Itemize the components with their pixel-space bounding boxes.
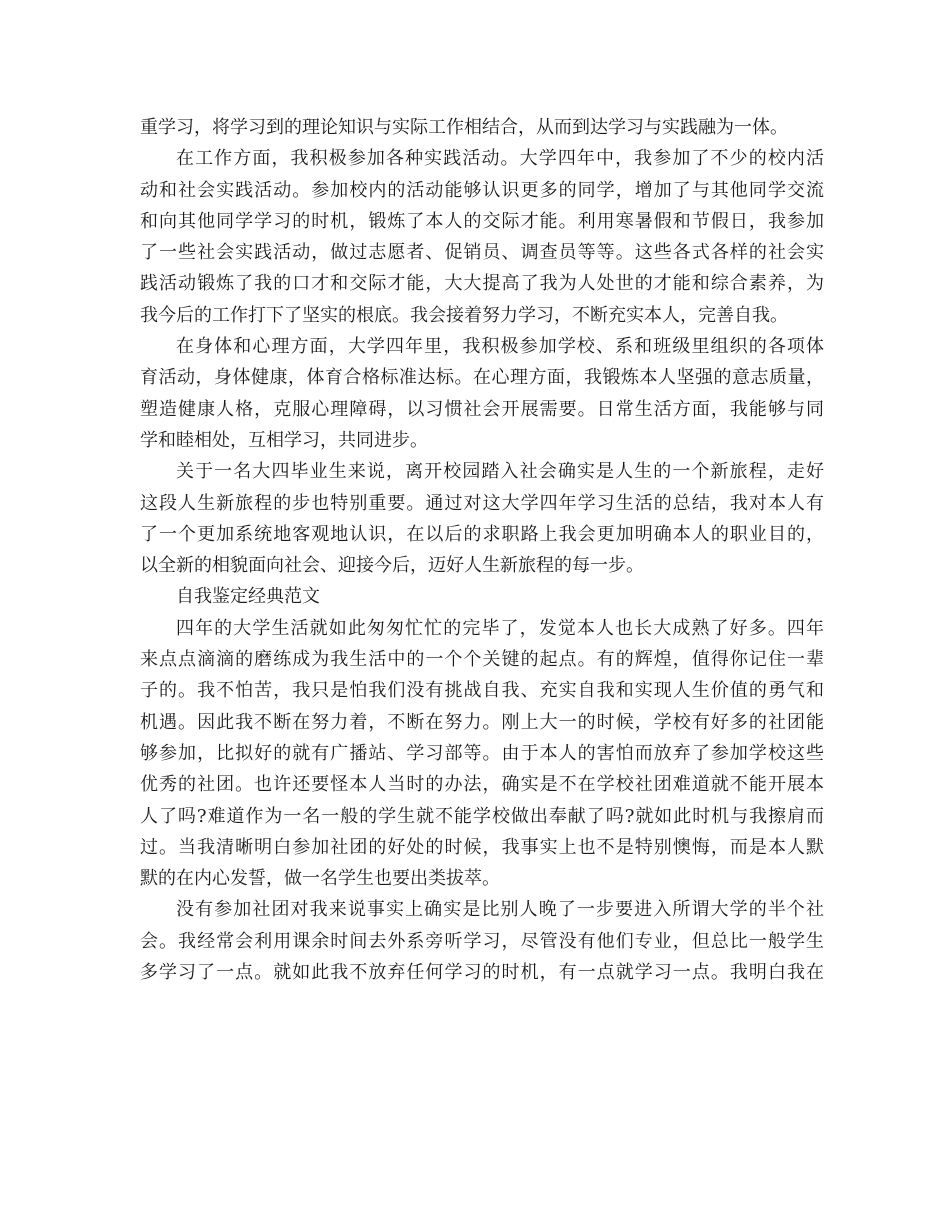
text-line: 践活动锻炼了我的口才和交际才能，大大提高了我为人处世的才能和综合素养，为 bbox=[140, 273, 824, 295]
text-line: 会。我经常会利用课余时间去外系旁听学习，尽管没有他们专业，但总比一般学生 bbox=[140, 930, 824, 952]
paragraph-first-line: 四年的大学生活就如此匆匆忙忙的完毕了，发觉本人也长大成熟了好多。四年 bbox=[176, 617, 824, 639]
text-line: 人了吗?难道作为一名一般的学生就不能学校做出奉献了吗?就如此时机与我擦肩而 bbox=[140, 805, 824, 827]
text-line: 塑造健康人格，克服心理障碍，以习惯社会开展需要。日常生活方面，我能够与同 bbox=[140, 398, 824, 420]
text-line: 子的。我不怕苦，我只是怕我们没有挑战自我、充实自我和实现人生价值的勇气和 bbox=[140, 680, 824, 702]
text-line: 这段人生新旅程的步也特别重要。通过对这大学四年学习生活的总结，我对本人有 bbox=[140, 492, 824, 514]
paragraph-first-line: 自我鉴定经典范文 bbox=[176, 586, 320, 608]
text-line: 学和睦相处，互相学习，共同进步。 bbox=[140, 429, 428, 451]
text-line: 来点点滴滴的磨练成为我生活中的一个个关键的起点。有的辉煌，值得你记住一辈 bbox=[140, 649, 824, 671]
paragraph-first-line: 没有参加社团对我来说事实上确实是比别人晚了一步要进入所谓大学的半个社 bbox=[176, 899, 824, 921]
text-line: 和向其他同学学习的时机，锻炼了本人的交际才能。利用寒暑假和节假日，我参加 bbox=[140, 210, 824, 232]
text-line: 了一个更加系统地客观地认识，在以后的求职路上我会更加明确本人的职业目的， bbox=[140, 523, 824, 545]
text-line: 育活动，身体健康，体育合格标准达标。在心理方面，我锻炼本人坚强的意志质量， bbox=[140, 367, 824, 389]
paragraph-first-line: 在身体和心理方面，大学四年里，我积极参加学校、系和班级里组织的各项体 bbox=[176, 336, 824, 358]
text-line: 我今后的工作打下了坚实的根底。我会接着努力学习，不断充实本人，完善自我。 bbox=[140, 304, 788, 326]
text-line: 动和社会实践活动。参加校内的活动能够认识更多的同学，增加了与其他同学交流 bbox=[140, 179, 824, 201]
text-line: 够参加，比拟好的就有广播站、学习部等。由于本人的害怕而放弃了参加学校这些 bbox=[140, 742, 824, 764]
text-line: 默的在内心发誓，做一名学生也要出类拔萃。 bbox=[140, 868, 500, 890]
paragraph-first-line: 关于一名大四毕业生来说，离开校园踏入社会确实是人生的一个新旅程，走好 bbox=[176, 461, 824, 483]
text-line: 机遇。因此我不断在努力着，不断在努力。刚上大一的时候，学校有好多的社团能 bbox=[140, 711, 824, 733]
text-line: 重学习，将学习到的理论知识与实际工作相结合，从而到达学习与实践融为一体。 bbox=[140, 117, 788, 138]
text-line: 过。当我清晰明白参加社团的好处的时候，我事实上也不是特别懊悔，而是本人默 bbox=[140, 836, 824, 858]
text-line: 了一些社会实践活动，做过志愿者、促销员、调查员等等。这些各式各样的社会实 bbox=[140, 242, 824, 264]
document-body bbox=[140, 112, 824, 988]
text-line: 多学习了一点。就如此我不放弃任何学习的时机，有一点就学习一点。我明白我在 bbox=[140, 962, 824, 984]
text-line: 优秀的社团。也许还要怪本人当时的办法，确实是不在学校社团难道就不能开展本 bbox=[140, 774, 824, 796]
text-line: 以全新的相貌面向社会、迎接今后，迈好人生新旅程的每一步。 bbox=[140, 555, 644, 577]
paragraph-first-line: 在工作方面，我积极参加各种实践活动。大学四年中，我参加了不少的校内活 bbox=[176, 148, 824, 170]
